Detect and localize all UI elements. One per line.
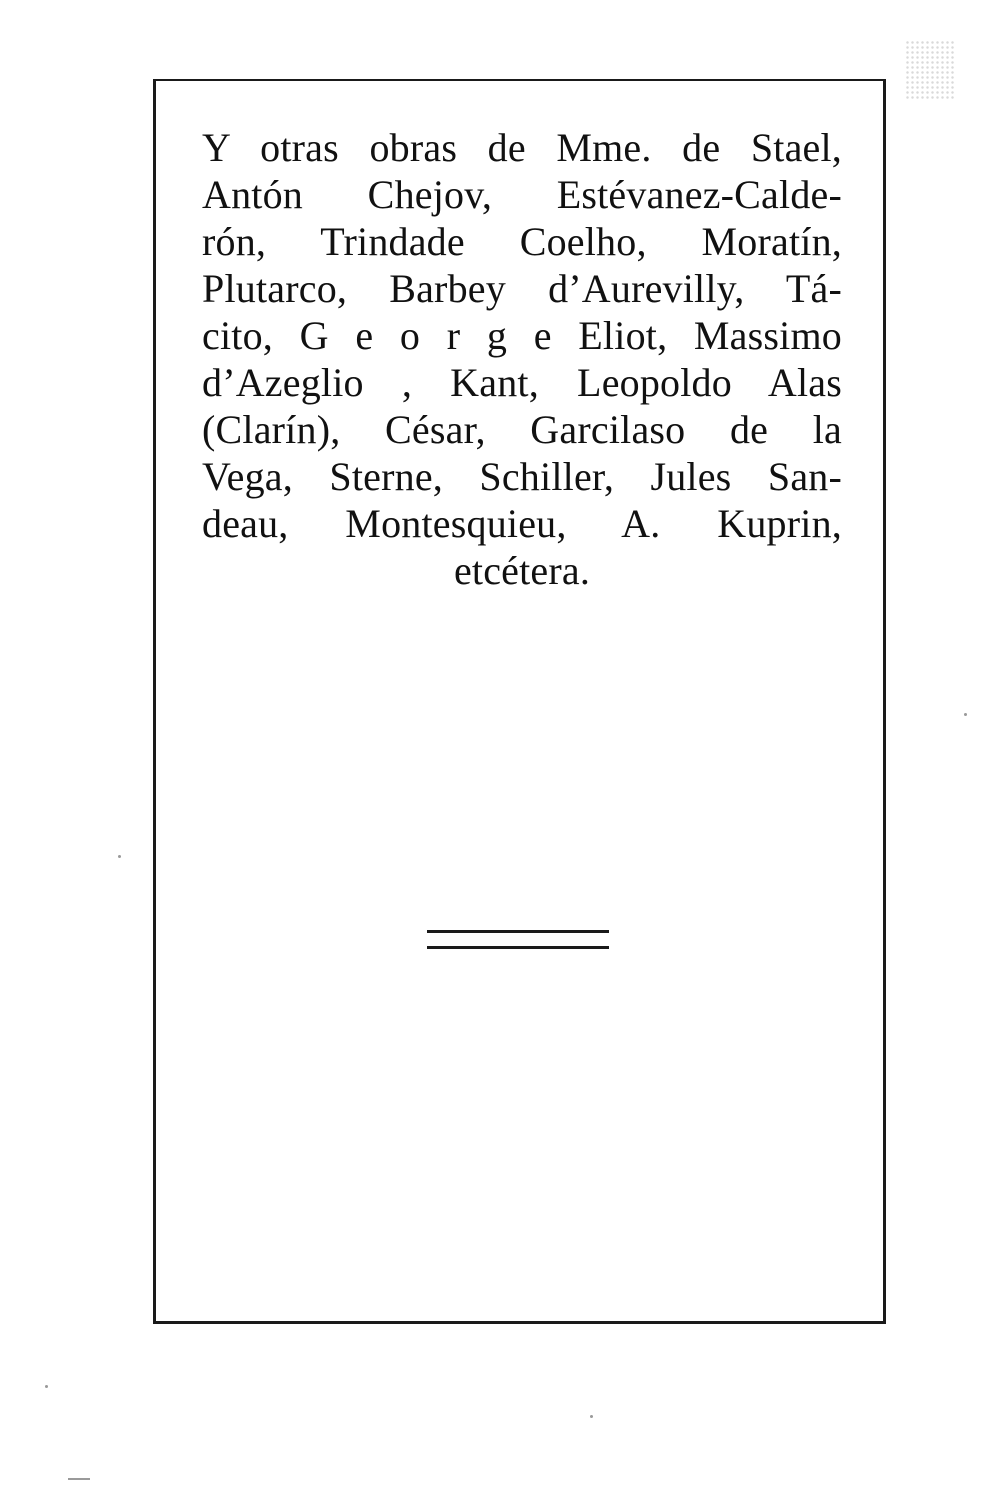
rule-line-top — [427, 930, 609, 933]
text-line: Y otras obras de Mme. de Stael, — [202, 125, 842, 170]
scan-speck — [590, 1415, 593, 1418]
text-line: cito, G e o r g e Eliot, Massimo — [202, 313, 842, 358]
scan-speck — [68, 1478, 90, 1480]
double-rule-divider — [427, 930, 609, 950]
scan-speck — [45, 1385, 48, 1388]
text-line: deau, Montesquieu, A. Kuprin, — [202, 501, 842, 546]
text-line: d’Azeglio , Kant, Leopoldo Alas — [202, 360, 842, 405]
scan-speck — [964, 713, 967, 716]
text-line: rón, Trindade Coelho, Moratín, — [202, 219, 842, 264]
book-list-paragraph — [202, 124, 842, 594]
text-line: Plutarco, Barbey d’Aurevilly, Tá- — [202, 266, 842, 311]
text-line-final: etcétera. — [453, 548, 591, 593]
text-line: Vega, Sterne, Schiller, Jules San- — [202, 454, 842, 499]
scan-speck — [905, 40, 955, 100]
text-line: (Clarín), César, Garcilaso de la — [202, 407, 842, 452]
scan-speck — [118, 855, 121, 858]
rule-line-bottom — [427, 946, 609, 949]
text-line: Antón Chejov, Estévanez-Calde- — [202, 172, 842, 217]
